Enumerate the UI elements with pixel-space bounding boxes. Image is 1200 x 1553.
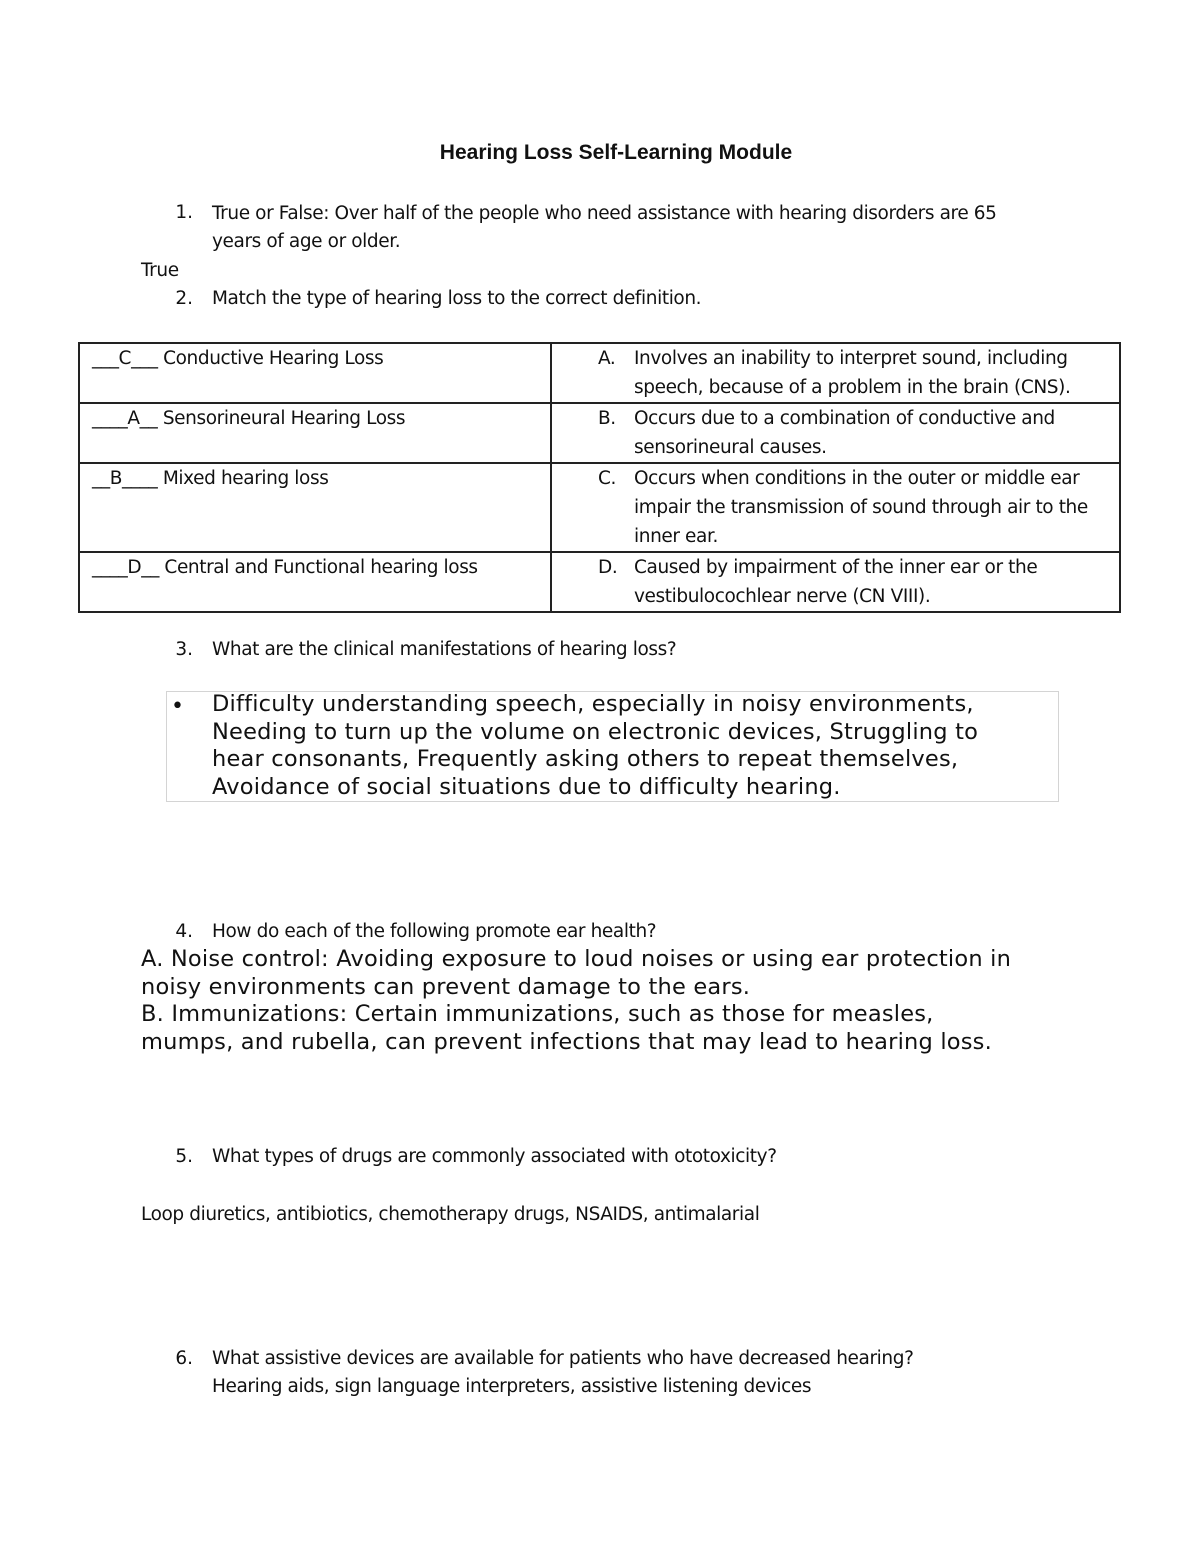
question-1-answer: True (141, 260, 179, 281)
matching-row (79, 403, 1120, 463)
definition-letter: D. (598, 557, 618, 578)
matching-row (79, 463, 1120, 552)
question-5-text: What types of drugs are commonly associated with ototoxicity? (212, 1146, 777, 1167)
question-5-answer: Loop diuretics, antibiotics, chemotherapy drugs, NSAIDS, antimalarial (141, 1204, 760, 1225)
definition-line: sensorineural causes. (634, 437, 827, 458)
question-4-answer (141, 946, 1171, 1056)
answer-line: Avoidance of social situations due to difficulty hearing. (212, 773, 841, 800)
question-2-number: 2. (175, 288, 193, 309)
matching-definition (551, 403, 1120, 463)
matching-term: ___C___ Conductive Hearing Loss (79, 343, 551, 403)
matching-row (79, 552, 1120, 612)
definition-line: Caused by impairment of the inner ear or the (634, 557, 1038, 578)
page-title: Hearing Loss Self-Learning Module (439, 141, 793, 164)
question-6-number: 6. (175, 1348, 193, 1369)
definition-line: impair the transmission of sound through air to the (634, 497, 1088, 518)
answer-line: hear consonants, Frequently asking others to repeat themselves, (212, 746, 959, 772)
matching-row (79, 343, 1120, 403)
answer-line: noisy environments can prevent damage to the ears. (141, 973, 751, 1000)
bullet-icon: • (171, 694, 184, 719)
matching-term: __B____ Mixed hearing loss (79, 463, 551, 552)
definition-line: inner ear. (634, 526, 718, 547)
question-1-text (212, 200, 1112, 256)
matching-definition (551, 343, 1120, 403)
definition-letter: B. (598, 408, 616, 429)
question-1-line-2: years of age or older. (212, 231, 401, 252)
matching-term: ____A__ Sensorineural Hearing Loss (79, 403, 551, 463)
answer-line: B. Immunizations: Certain immunizations, such as those for measles, (141, 1001, 934, 1027)
question-3-text: What are the clinical manifestations of hearing loss? (212, 639, 677, 660)
definition-letter: A. (598, 348, 616, 369)
definition-line: Involves an inability to interpret sound, including (634, 348, 1068, 369)
answer-line: mumps, and rubella, can prevent infections that may lead to hearing loss. (141, 1028, 992, 1055)
question-6-text: What assistive devices are available for patients who have decreased hearing? (212, 1348, 914, 1369)
answer-line: A. Noise control: Avoiding exposure to loud noises or using ear protection in (141, 946, 1012, 972)
question-1-number: 1. (175, 202, 193, 223)
answer-line: Needing to turn up the volume on electronic devices, Struggling to (212, 718, 979, 745)
matching-term: ____D__ Central and Functional hearing loss (79, 552, 551, 612)
question-4-text: How do each of the following promote ear health? (212, 921, 657, 942)
question-4-number: 4. (175, 921, 193, 942)
definition-line: speech, because of a problem in the brain (CNS). (634, 377, 1071, 398)
definition-line: Occurs due to a combination of conductive and (634, 408, 1055, 429)
definition-letter: C. (598, 468, 616, 489)
matching-definition (551, 552, 1120, 612)
question-2-text: Match the type of hearing loss to the correct definition. (212, 288, 702, 309)
question-3-number: 3. (175, 639, 193, 660)
matching-table (78, 342, 1121, 613)
question-5-number: 5. (175, 1146, 193, 1167)
answer-line: Difficulty understanding speech, especially in noisy environments, (212, 691, 974, 717)
definition-line: vestibulocochlear nerve (CN VIII). (634, 586, 931, 607)
matching-definition (551, 463, 1120, 552)
question-6-answer: Hearing aids, sign language interpreters, assistive listening devices (212, 1376, 812, 1397)
question-1-line-1: True or False: Over half of the people who need assistance with hearing disorders are 65 (212, 203, 997, 224)
question-3-answer (212, 691, 1052, 801)
definition-line: Occurs when conditions in the outer or middle ear (634, 468, 1080, 489)
